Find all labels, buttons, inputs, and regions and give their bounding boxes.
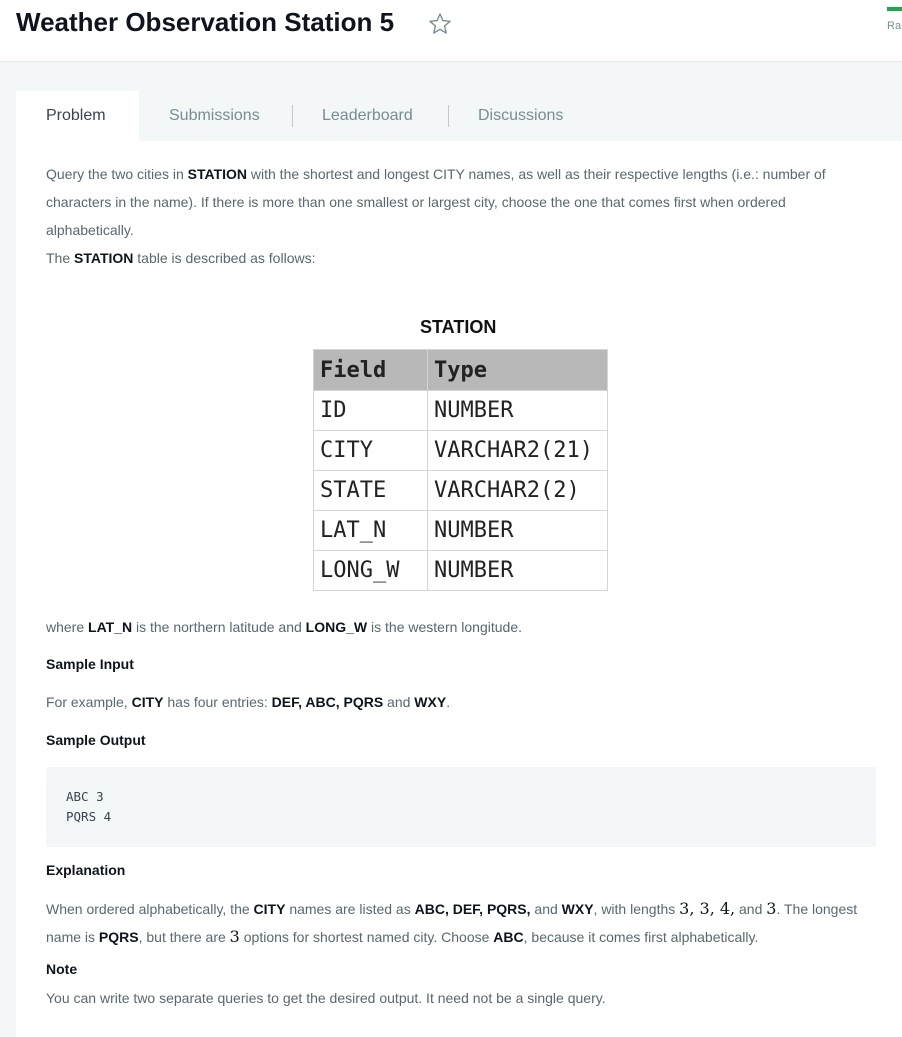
tab-leaderboard[interactable]: Leaderboard xyxy=(322,107,413,124)
table-row xyxy=(314,391,608,431)
table-cell: CITY xyxy=(314,431,428,471)
table-cell: STATE xyxy=(314,471,428,511)
table-cell: NUMBER xyxy=(428,511,608,551)
sample-input-text: For example, CITY has four entries: DEF, ABC, PQRS and WXY. xyxy=(46,694,451,710)
code-line: ABC 3 xyxy=(66,789,104,804)
table-row xyxy=(314,431,608,471)
code-line: PQRS 4 xyxy=(66,809,112,824)
table-cell: LAT_N xyxy=(314,511,428,551)
table-row xyxy=(314,471,608,511)
tab-divider xyxy=(448,105,449,127)
tab-discussions[interactable]: Discussions xyxy=(478,107,564,124)
rank-progress-bar xyxy=(887,7,902,11)
star-outline-icon[interactable] xyxy=(428,12,452,36)
page-header xyxy=(0,0,902,62)
table-cell: NUMBER xyxy=(428,391,608,431)
where-note: where LAT_N is the northern latitude and LONG_W is the western longitude. xyxy=(46,619,522,635)
problem-statement xyxy=(16,141,902,1037)
sample-output-heading: Sample Output xyxy=(46,732,146,748)
tab-problem[interactable]: Problem xyxy=(16,91,139,141)
table-header-cell: Field xyxy=(314,350,428,391)
station-table xyxy=(313,349,608,591)
problem-intro: Query the two cities in STATION with the shortest and longest CITY names, as well as their respective lengths (i.e.: number of characters in the name). If there is more than one smallest or largest city, choose the one that comes first when ordered alphabetically. xyxy=(46,166,826,238)
rank-label: Ra xyxy=(887,20,902,32)
page-title: Weather Observation Station 5 xyxy=(16,7,395,37)
note-heading: Note xyxy=(46,961,78,977)
table-cell: VARCHAR2(21) xyxy=(428,431,608,471)
sample-input-heading: Sample Input xyxy=(46,656,134,672)
tab-submissions[interactable]: Submissions xyxy=(169,107,260,124)
explanation-heading: Explanation xyxy=(46,862,126,878)
table-cell: NUMBER xyxy=(428,551,608,591)
table-row xyxy=(314,511,608,551)
table-header-row xyxy=(314,350,608,391)
note-text: You can write two separate queries to get the desired output. It need not be a single query. xyxy=(46,990,606,1006)
table-description: The STATION table is described as follows: xyxy=(46,250,316,266)
table-header-cell: Type xyxy=(428,350,608,391)
explanation-text: When ordered alphabetically, the CITY names are listed as ABC, DEF, PQRS, and WXY, with lengths 3, 3, 4, and 3. The longest name is PQRS, but there are 3 options for shortest named city. Choose ABC, because it comes first alphabetically. xyxy=(46,899,858,946)
tab-divider xyxy=(292,105,293,127)
table-cell: ID xyxy=(314,391,428,431)
problem-tabs xyxy=(16,91,902,141)
table-row xyxy=(314,551,608,591)
station-table-caption: STATION xyxy=(420,317,497,337)
table-cell: LONG_W xyxy=(314,551,428,591)
table-cell: VARCHAR2(2) xyxy=(428,471,608,511)
sample-output-code[interactable] xyxy=(46,767,876,847)
